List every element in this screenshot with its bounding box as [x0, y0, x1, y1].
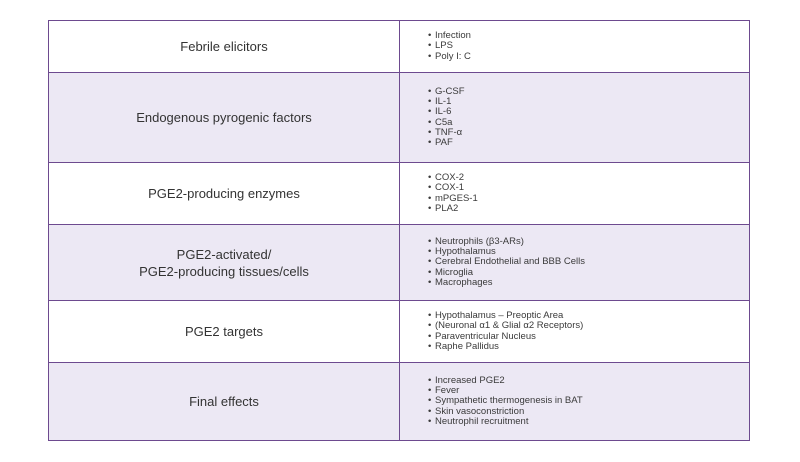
row-items [400, 225, 749, 300]
list-item: • PAF [428, 137, 453, 149]
list-item: • Poly I: C [428, 50, 471, 62]
list-item: • Sympathetic thermogenesis in BAT [428, 395, 583, 407]
list-item: • (Neuronal α1 & Glial α2 Receptors) [428, 320, 584, 332]
row-label: Final effects [49, 363, 400, 440]
row-label: PGE2-activated/ PGE2-producing tissues/cells [49, 225, 400, 300]
list-item: • COX-1 [428, 182, 465, 194]
table-row-pge2-producing-enzymes [49, 163, 749, 225]
list-item: • COX-2 [428, 171, 465, 183]
row-items [400, 73, 749, 162]
list-item: • Neutrophil recruitment [428, 415, 529, 427]
list-item: • TNF-α [428, 126, 463, 138]
list-item: • Skin vasoconstriction [428, 405, 525, 417]
row-label: PGE2-producing enzymes [49, 163, 400, 224]
list-item: • Increased PGE2 [428, 374, 505, 386]
table-row-final-effects [49, 363, 749, 440]
table-row-pge2-tissues-cells [49, 225, 749, 301]
list-item: • PLA2 [428, 202, 459, 214]
row-items [400, 21, 749, 72]
row-label: Endogenous pyrogenic factors [49, 73, 400, 162]
list-item: • Infection [428, 30, 471, 42]
list-item: • C5a [428, 116, 453, 128]
list-item: • Paraventricular Nucleus [428, 330, 536, 342]
table-row-febrile-elicitors [49, 21, 749, 73]
list-item: • Fever [428, 385, 460, 397]
list-item: • Macrophages [428, 276, 493, 288]
table-row-endogenous-pyrogenic-factors [49, 73, 749, 163]
list-item: • Hypothalamus – Preoptic Area [428, 309, 564, 321]
list-item: • Microglia [428, 266, 474, 278]
pyrogen-table [48, 20, 750, 441]
list-item: • Cerebral Endothelial and BBB Cells [428, 256, 585, 268]
row-items [400, 163, 749, 224]
list-item: • Raphe Pallidus [428, 340, 499, 352]
row-items [400, 363, 749, 440]
list-item: • G-CSF [428, 85, 465, 97]
list-item: • IL-1 [428, 95, 452, 107]
list-item: • Neutrophils (β3-ARs) [428, 235, 524, 247]
row-label: PGE2 targets [49, 301, 400, 362]
list-item: • IL-6 [428, 106, 452, 118]
list-item: • Hypothalamus [428, 246, 496, 258]
list-item: • mPGES-1 [428, 192, 478, 204]
table-row-pge2-targets [49, 301, 749, 363]
row-label: Febrile elicitors [49, 21, 400, 72]
row-items [400, 301, 749, 362]
list-item: • LPS [428, 40, 453, 52]
